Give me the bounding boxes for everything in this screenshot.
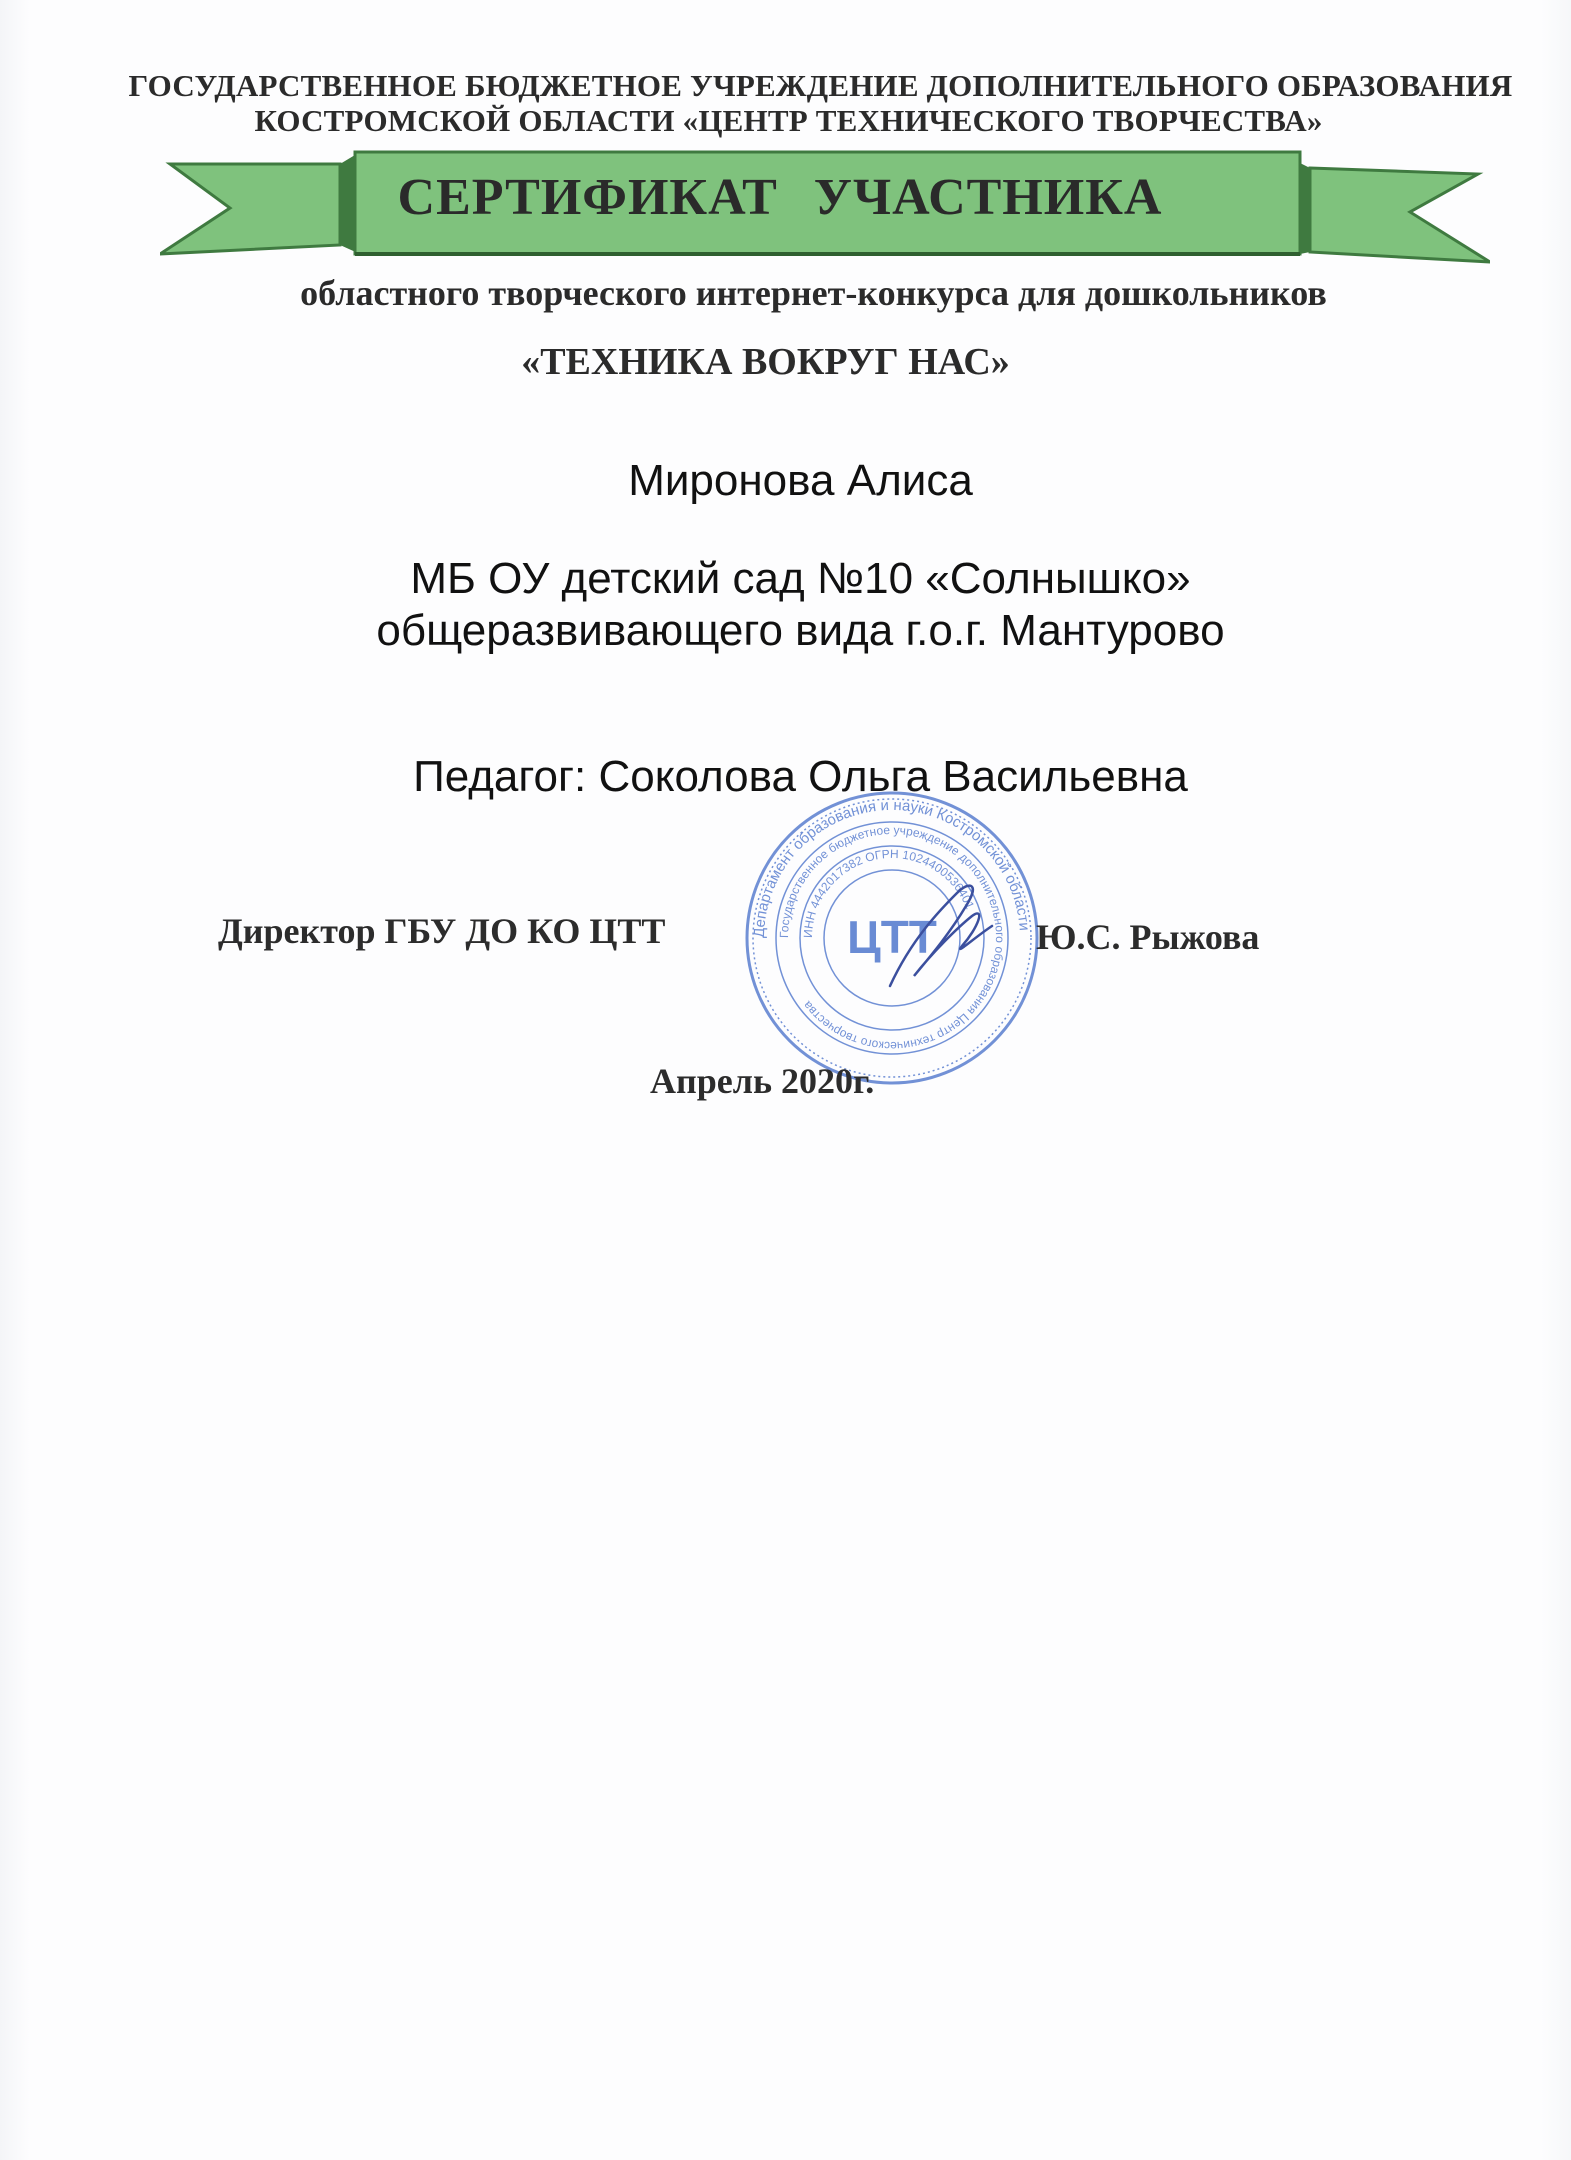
ribbon-right-tail [1310, 168, 1490, 262]
director-label: Директор ГБУ ДО КО ЦТТ [218, 911, 666, 951]
stamp-center-text: ЦТТ [847, 911, 937, 963]
issue-date: Апрель 2020г. [650, 1061, 875, 1101]
certificate-title: СЕРТИФИКАТ УЧАСТНИКА [397, 169, 1163, 226]
official-stamp [742, 788, 1042, 1088]
stamp-inner-ring-text: ИНН 4442017382 ОГРН 1024400536401 [800, 846, 978, 939]
issuer-org-line-2: КОСТРОМСКОЙ ОБЛАСТИ «ЦЕНТР ТЕХНИЧЕСКОГО ТВОРЧЕСТВА» [254, 103, 1323, 138]
participant-organization-line-2: общеразвивающего вида г.о.г. Мантурово [376, 606, 1225, 655]
teacher-name: Педагог: Соколова Ольга Васильевна [413, 752, 1188, 801]
stamp-outer-ring-text: Департамент образования и науки Костромской области [750, 796, 1033, 939]
issuer-org-line-1: ГОСУДАРСТВЕННОЕ БЮДЖЕТНОЕ УЧРЕЖДЕНИЕ ДОПОЛНИТЕЛЬНОГО ОБРАЗОВАНИЯ [128, 68, 1513, 103]
participant-name: Миронова Алиса [628, 456, 973, 505]
stamp-middle-ring-text: Государственное бюджетное учреждение дополнительного образования Центр технического творчества [776, 822, 1008, 1054]
participant-organization-line-1: МБ ОУ детский сад №10 «Солнышко» [410, 554, 1191, 603]
contest-name: «ТЕХНИКА ВОКРУГ НАС» [521, 341, 1010, 383]
director-name: Ю.С. Рыжова [1036, 917, 1260, 957]
contest-description: областного творческого интернет-конкурса для дошкольников [300, 273, 1327, 313]
ribbon-left-tail [160, 164, 340, 254]
